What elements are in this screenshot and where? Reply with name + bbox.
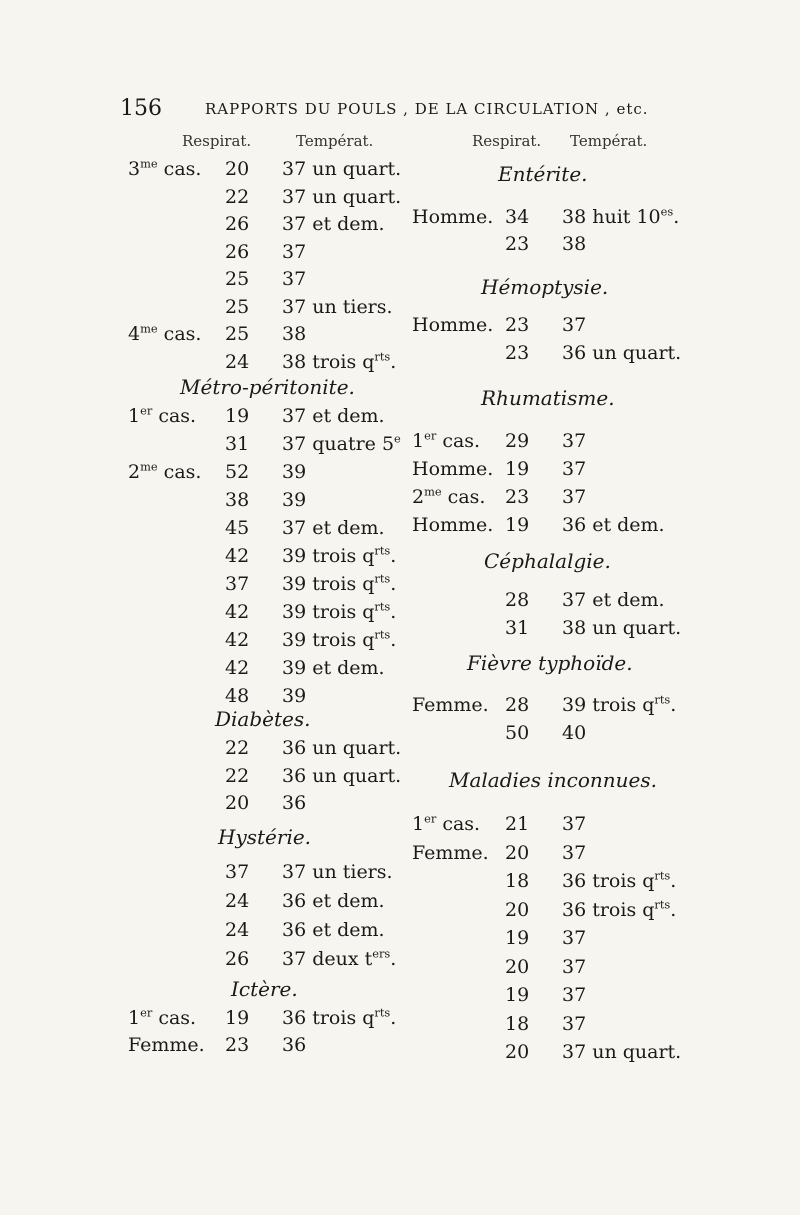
case-label: 1er cas. xyxy=(412,428,481,452)
respiration-value: 28 xyxy=(505,694,530,716)
temperature-value: 37 quatre 5e xyxy=(282,431,401,455)
temperature-value: 37 xyxy=(562,813,587,835)
temperature-value: 37 xyxy=(562,1012,587,1035)
section-metro-peritonite: Métro-péritonite. xyxy=(180,375,355,399)
case-label: 1er cas. xyxy=(128,403,197,427)
respiration-value: 23 xyxy=(225,1034,250,1056)
respiration-value: 24 xyxy=(225,350,250,373)
temperature-value: 37 xyxy=(562,927,587,949)
temperature-value: 37 xyxy=(562,841,587,864)
temperature-value: 39 trois $q^{rts}$. xyxy=(282,627,397,651)
left-temp-header: Températ. xyxy=(296,132,374,150)
temperature-value: 39 xyxy=(282,685,307,707)
temperature-value: 37 xyxy=(562,486,587,508)
case-label: Homme. xyxy=(412,514,494,536)
respiration-value: 42 xyxy=(225,545,250,567)
respiration-value: 23 xyxy=(505,314,530,336)
respiration-value: 42 xyxy=(225,657,250,679)
left-resp-header: Respirat. xyxy=(182,132,252,150)
respiration-value: 19 xyxy=(505,458,530,480)
temperature-value: 36 un quart. xyxy=(282,764,402,787)
temperature-value: 38 xyxy=(282,323,307,345)
respiration-value: 20 xyxy=(505,1041,530,1063)
temperature-value: 38 un quart. xyxy=(562,617,682,639)
temperature-value: 37 et dem. xyxy=(282,213,385,235)
case-label: Femme. xyxy=(412,694,489,716)
respiration-value: 45 xyxy=(225,517,250,539)
temperature-value: 39 trois $q^{rts}$. xyxy=(282,599,397,623)
section-hemoptysie: Hémoptysie. xyxy=(481,275,609,299)
temperature-value: 36 et dem. xyxy=(282,890,385,912)
section-rhumatisme: Rhumatisme. xyxy=(481,386,615,410)
respiration-value: 23 xyxy=(505,342,530,364)
temperature-value: 37 un quart. xyxy=(282,158,402,180)
respiration-value: 20 xyxy=(225,792,250,814)
case-label: $4^{me}$ cas. xyxy=(128,321,202,345)
respiration-value: 25 xyxy=(225,268,250,290)
section-diabetes: Diabètes. xyxy=(215,707,311,731)
respiration-value: 28 xyxy=(505,589,530,611)
temperature-value: 40 xyxy=(562,722,587,744)
temperature-value: 37 deux $t^{ers}$. xyxy=(282,946,397,970)
temperature-value: 36 trois $q^{rts}$. xyxy=(282,1005,397,1029)
respiration-value: 19 xyxy=(225,405,250,427)
temperature-value: 39 xyxy=(282,489,307,511)
temperature-value: 38 trois $q^{rts}$. xyxy=(282,349,397,373)
right-temp-header: Températ. xyxy=(570,132,648,150)
temperature-value: 37 xyxy=(282,268,307,290)
respiration-value: 25 xyxy=(225,323,250,345)
temperature-value: 37 xyxy=(562,984,587,1006)
case-label: Homme. xyxy=(412,458,494,480)
respiration-value: 22 xyxy=(225,185,250,208)
respiration-value: 26 xyxy=(225,240,250,263)
respiration-value: 20 xyxy=(505,898,530,921)
respiration-value: 22 xyxy=(225,737,250,759)
respiration-value: 18 xyxy=(505,1012,530,1035)
respiration-value: 34 xyxy=(505,206,530,228)
respiration-value: 42 xyxy=(225,629,250,651)
temperature-value: 37 un tiers. xyxy=(282,861,393,883)
respiration-value: 38 xyxy=(225,489,250,511)
temperature-value: 39 trois $q^{rts}$. xyxy=(282,543,397,567)
temperature-value: 39 xyxy=(282,461,307,483)
temperature-value: 37 xyxy=(562,458,587,480)
respiration-value: 21 xyxy=(505,813,530,835)
respiration-value: 20 xyxy=(505,955,530,978)
respiration-value: 24 xyxy=(225,919,250,941)
section-fievre-typhoide: Fièvre typhoïde. xyxy=(467,651,633,675)
respiration-value: 20 xyxy=(505,841,530,864)
respiration-value: 37 xyxy=(225,573,250,595)
temperature-value: 37 xyxy=(562,955,587,978)
respiration-value: 31 xyxy=(225,433,250,455)
temperature-value: 38 huit $10^{es}$. xyxy=(562,204,680,228)
temperature-value: 36 et dem. xyxy=(282,919,385,941)
respiration-value: 50 xyxy=(505,722,530,744)
respiration-value: 23 xyxy=(505,486,530,508)
case-label: $2^{me}$ cas. xyxy=(128,459,202,483)
case-label: Femme. xyxy=(128,1034,205,1056)
case-label: 1er cas. xyxy=(128,1005,197,1029)
case-label: Femme. xyxy=(412,841,489,864)
temperature-value: 37 xyxy=(562,430,587,452)
section-maladies-inconnues: Maladies inconnues. xyxy=(449,768,657,792)
temperature-value: 37 un quart. xyxy=(282,185,402,208)
temperature-value: 39 et dem. xyxy=(282,657,385,679)
respiration-value: 19 xyxy=(225,1007,250,1029)
respiration-value: 29 xyxy=(505,430,530,452)
respiration-value: 26 xyxy=(225,213,250,235)
running-title: RAPPORTS DU POULS , DE LA CIRCULATION , etc. xyxy=(205,100,649,118)
respiration-value: 19 xyxy=(505,984,530,1006)
case-label: Homme. xyxy=(412,314,494,336)
temperature-value: 39 trois $q^{rts}$. xyxy=(562,692,677,716)
respiration-value: 48 xyxy=(225,685,250,707)
temperature-value: 37 xyxy=(282,240,307,263)
temperature-value: 38 xyxy=(562,233,587,255)
respiration-value: 18 xyxy=(505,870,530,892)
temperature-value: 37 un quart. xyxy=(562,1041,682,1063)
temperature-value: 37 et dem. xyxy=(282,517,385,539)
respiration-value: 37 xyxy=(225,861,250,883)
section-hysterie: Hystérie. xyxy=(218,825,312,849)
respiration-value: 26 xyxy=(225,948,250,970)
respiration-value: 22 xyxy=(225,764,250,787)
case-label: 1er cas. xyxy=(412,811,481,835)
respiration-value: 42 xyxy=(225,601,250,623)
temperature-value: 37 un tiers. xyxy=(282,295,393,318)
temperature-value: 36 xyxy=(282,792,307,814)
respiration-value: 25 xyxy=(225,295,250,318)
respiration-value: 23 xyxy=(505,233,530,255)
case-label: $3^{me}$ cas. xyxy=(128,156,202,180)
respiration-value: 31 xyxy=(505,617,530,639)
respiration-value: 20 xyxy=(225,158,250,180)
section-cephalalgie: Céphalalgie. xyxy=(484,549,611,573)
temperature-value: 39 trois $q^{rts}$. xyxy=(282,571,397,595)
temperature-value: 37 et dem. xyxy=(282,405,385,427)
temperature-value: 36 xyxy=(282,1034,307,1056)
page-number: 156 xyxy=(120,96,162,121)
respiration-value: 52 xyxy=(225,461,250,483)
case-label: $2^{me}$ cas. xyxy=(412,484,486,508)
respiration-value: 24 xyxy=(225,890,250,912)
section-enterite: Entérite. xyxy=(498,162,588,186)
temperature-value: 37 et dem. xyxy=(562,589,665,611)
temperature-value: 37 xyxy=(562,314,587,336)
respiration-value: 19 xyxy=(505,927,530,949)
temperature-value: 36 un quart. xyxy=(562,342,682,364)
temperature-value: 36 trois $q^{rts}$. xyxy=(562,897,677,921)
temperature-value: 36 un quart. xyxy=(282,737,402,759)
temperature-value: 36 et dem. xyxy=(562,514,665,536)
section-ictere: Ictère. xyxy=(231,977,298,1001)
right-resp-header: Respirat. xyxy=(472,132,542,150)
respiration-value: 19 xyxy=(505,514,530,536)
case-label: Homme. xyxy=(412,206,494,228)
temperature-value: 36 trois $q^{rts}$. xyxy=(562,868,677,892)
